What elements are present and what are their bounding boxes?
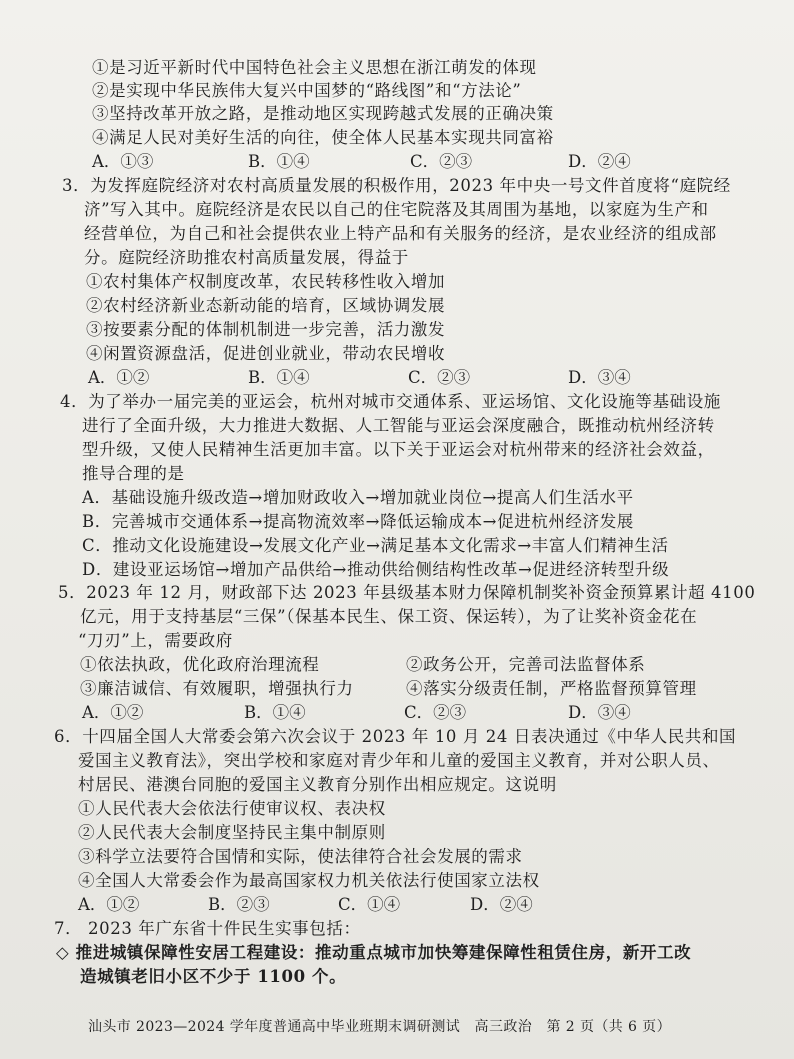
q5-stem-2: 亿元，用于支持基层“三保”（保基本民生、保工资、保运转），为了让奖补资金花在 (80, 607, 698, 626)
q4-stem-3: 型升级，又使人民精神生活更加丰富。以下关于亚运会对杭州带来的经济社会效益， (82, 440, 715, 459)
q5-item-3: ③廉洁诚信、有效履职，增强执行力 (80, 679, 354, 698)
page-footer: 汕头市 2023—2024 学年度普通高中毕业班期末调研测试 高三政治 第 2 页（共 6 页） (88, 1019, 671, 1035)
q5-option-c: C．②③ (404, 703, 467, 722)
q3-item-2: ②农村经济新业态新动能的培育，区域协调发展 (86, 296, 446, 315)
q3-option-a: A．①② (88, 368, 150, 387)
q2-item-1: ①是习近平新时代中国特色社会主义思想在浙江萌发的体现 (92, 58, 537, 77)
q4-choice-a: A．基础设施升级改造→增加财政收入→增加就业岗位→提高人们生活水平 (82, 488, 634, 507)
q5-item-1: ①依法执政，优化政府治理流程 (80, 655, 320, 674)
q5-option-d: D．③④ (568, 703, 631, 722)
q2-item-4: ④满足人民对美好生活的向往，使全体人民基本实现共同富裕 (92, 128, 554, 147)
q6-option-b: B．②③ (208, 895, 270, 914)
q3-option-c: C．②③ (408, 368, 471, 387)
q2-item-3: ③坚持改革开放之路，是推动地区实现跨越式发展的正确决策 (92, 104, 554, 123)
q6-item-2: ②人民代表大会制度坚持民主集中制原则 (78, 823, 386, 842)
q6-item-1: ①人民代表大会依法行使审议权、表决权 (78, 799, 386, 818)
q5-stem-1: 5．2023 年 12 月，财政部下达 2023 年县级基本财力保障机制奖补资金预算累计超 4100 (58, 583, 756, 602)
q5-item-4: ④落实分级责任制，严格监督预算管理 (406, 679, 697, 698)
q6-option-a: A．①② (78, 895, 140, 914)
q6-stem-1: 6．十四届全国人大常委会第六次会议于 2023 年 10 月 24 日表决通过《中华人民共和国 (54, 727, 737, 746)
q2-option-b: B．①④ (248, 152, 310, 171)
q6-stem-3: 村居民、港澳台同胞的爱国主义教育分别作出相应规定。这说明 (78, 775, 557, 794)
q4-stem-4: 推导合理的是 (82, 464, 185, 483)
q4-choice-c: C．推动文化设施建设→发展文化产业→满足基本文化需求→丰富人们精神生活 (82, 536, 669, 555)
q2-option-c: C．②③ (410, 152, 473, 171)
q3-stem-3: 经营单位，为自己和社会提供农业上特产品和有关服务的经济，是农业经济的组成部 (84, 224, 717, 243)
q5-stem-3: “刀刃”上，需要政府 (78, 631, 233, 650)
q2-option-a: A．①③ (92, 152, 154, 171)
q6-stem-2: 爱国主义教育法》，突出学校和家庭对青少年和儿童的爱国主义教育，并对公职人员、 (78, 751, 720, 770)
q3-stem-2: 济”写入其中。庭院经济是农民以自己的住宅院落及其周围为基地，以家庭为生产和 (84, 200, 709, 219)
q4-stem-2: 进行了全面升级，大力推进大数据、人工智能与亚运会深度融合，既推动杭州经济转 (82, 416, 715, 435)
q6-option-c: C．①④ (338, 895, 401, 914)
q5-item-2: ②政务公开，完善司法监督体系 (406, 655, 646, 674)
q3-item-1: ①农村集体产权制度改革，农民转移性收入增加 (86, 272, 446, 291)
q3-option-d: D．③④ (568, 368, 631, 387)
q6-item-3: ③科学立法要符合国情和实际，使法律符合社会发展的需求 (78, 847, 523, 866)
q6-option-d: D．②④ (470, 895, 533, 914)
q6-item-4: ④全国人大常委会作为最高国家权力机关依法行使国家立法权 (78, 871, 540, 890)
q2-item-2: ②是实现中华民族伟大复兴中国梦的“路线图”和“方法论” (92, 81, 522, 100)
q2-option-d: D．②④ (568, 152, 631, 171)
q7-bullet-line-2: 造城镇老旧小区不少于 1100 个。 (80, 967, 347, 986)
q4-choice-b: B．完善城市交通体系→提高物流效率→降低运输成本→促进杭州经济发展 (82, 512, 634, 531)
q4-stem-1: 4．为了举办一届完美的亚运会，杭州对城市交通体系、亚运场馆、文化设施等基础设施 (60, 392, 721, 411)
q4-choice-d: D．建设亚运场馆→增加产品供给→推动供给侧结构性改革→促进经济转型升级 (82, 560, 670, 579)
q3-item-4: ④闲置资源盘活，促进创业就业，带动农民增收 (86, 344, 446, 363)
q7-stem: 7． 2023 年广东省十件民生实事包括： (54, 919, 361, 938)
q5-option-a: A．①② (82, 703, 144, 722)
q3-stem-4: 分。庭院经济助推农村高质量发展，得益于 (84, 248, 409, 267)
q3-stem-1: 3．为发挥庭院经济对农村高质量发展的积极作用，2023 年中央一号文件首度将“庭院经 (62, 176, 731, 195)
q3-item-3: ③按要素分配的体制机制进一步完善，活力激发 (86, 320, 446, 339)
q5-option-b: B．①④ (244, 703, 306, 722)
q3-option-b: B．①④ (248, 368, 310, 387)
q7-bullet-line-1: ◇ 推进城镇保障性安居工程建设：推动重点城市加快筹建保障性租赁住房，新开工改 (56, 943, 692, 962)
